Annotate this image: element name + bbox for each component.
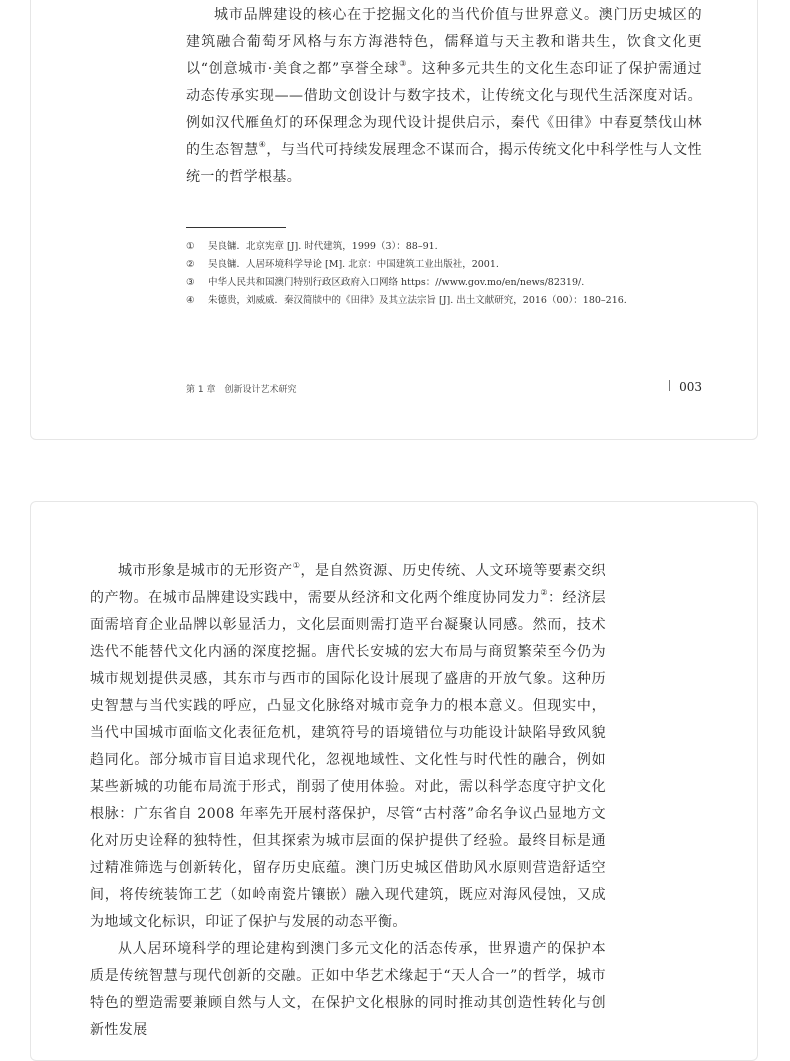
footnote-item — [186, 256, 706, 274]
footnote-number: ③ — [186, 277, 195, 288]
footnote-number: ① — [186, 241, 195, 252]
paragraph — [186, 2, 702, 191]
footer-separator — [669, 380, 670, 391]
footnote-text: 吴良镛．人居环境科学导论 [M]. 北京：中国建筑工业出版社，2001. — [208, 259, 499, 270]
paragraph-text: 城市品牌建设的核心在于挖掘文化的当代价值与世界意义。澳门历史城区的建筑融合葡萄牙风格与东方海港特色，儒释道与天主教和谐共生，饮食文化更以“创意城市·美食之都”享誉全球 — [186, 7, 702, 77]
footnote-ref[interactable]: ① — [292, 561, 301, 570]
paragraph: 从人居环境科学的理论建构到澳门多元文化的活态传承，世界遗产的保护本质是传统智慧与现代创新的交融。正如中华艺术缘起于“天人合一”的哲学，城市特色的塑造需要兼顾自然与人文，在保护文化根脉的同时推动其创造性转化与创新性发展 — [90, 941, 606, 1038]
footnote-item — [186, 292, 706, 310]
footnote-divider — [186, 227, 286, 228]
footnote-item — [186, 274, 706, 292]
chapter-title: 第 1 章 创新设计艺术研究 — [186, 385, 297, 395]
paragraph-text: 城市形象是城市的无形资产 — [118, 563, 293, 579]
footnote-text: 中华人民共和国澳门特别行政区政府入口网络 https：//www.gov.mo/en/news/82319/. — [208, 277, 585, 288]
page-004 — [30, 501, 758, 1061]
paragraph-text: 。这种多元共生的文化生态印证了保护需通过动态传承实现——借助文创设计与数字技术，让传统文化与现代生活深度对话。例如汉代雁鱼灯的环保理念为现代设计提供启示，秦代《田律》中春夏禁伐山林的生态智慧 — [186, 61, 703, 158]
body-text — [186, 0, 702, 191]
footnote-item — [186, 238, 706, 256]
footnote-text: 朱德贵，刘威威．秦汉简牍中的《田律》及其立法宗旨 [J]. 出土文献研究，2016（00）：180–216. — [208, 295, 627, 306]
footnote-ref[interactable]: ③ — [399, 59, 408, 68]
paragraph-text: ，与当代可持续发展理念不谋而合，揭示传统文化中科学性与人文性统一的哲学根基。 — [186, 142, 703, 185]
footnote-number: ② — [186, 259, 195, 270]
footnote-ref[interactable]: ④ — [258, 140, 267, 149]
page-number: 003 — [679, 380, 702, 394]
footnote-text: 吴良镛．北京宪章 [J]. 时代建筑，1999（3）：88–91. — [208, 241, 438, 252]
footnote-number: ④ — [186, 295, 195, 306]
body-text — [90, 558, 606, 1044]
footnotes — [186, 238, 706, 310]
paragraph-text: ，是自然资源、历史传统、人文环境等要素交织的产物。在城市品牌建设实践中，需要从经济和文化两个维度协同发力 — [90, 563, 606, 606]
footnote-ref[interactable]: ② — [540, 588, 549, 597]
page-003 — [30, 0, 758, 440]
paragraph-text: ：经济层面需培育企业品牌以彰显活力，文化层面则需打造平台凝聚认同感。然而，技术迭代不能替代文化内涵的深度挖掘。唐代长安城的宏大布局与商贸繁荣至今仍为城市规划提供灵感，其东市与西市的国际化设计展现了盛唐的开放气象。这种历史智慧与当代实践的呼应，凸显文化脉络对城市竞争力的根本意义。但现实中，当代中国城市面临文化表征危机，建筑符号的语境错位与功能设计缺陷导致风貌趋同化。部分城市盲目追求现代化，忽视地域性、文化性与时代性的融合，例如某些新城的功能布局流于形式，削弱了使用体验。对此，需以科学态度守护文化根脉：广东省自 2008 年率先开展村落保护，尽管“古村落”命名争议凸显地方文化对历史诠释的独特性，但其探索为城市层面的保护提供了经验。最终目标是通过精准筛选与创新转化，留存历史底蕴。澳门历史城区借助风水原则营造舒适空间，将传统装饰工艺（如岭南瓷片镶嵌）融入现代建筑，既应对海风侵蚀，又成为地域文化标识，印证了保护与发展的动态平衡。 — [90, 590, 606, 930]
paragraph — [90, 558, 606, 936]
